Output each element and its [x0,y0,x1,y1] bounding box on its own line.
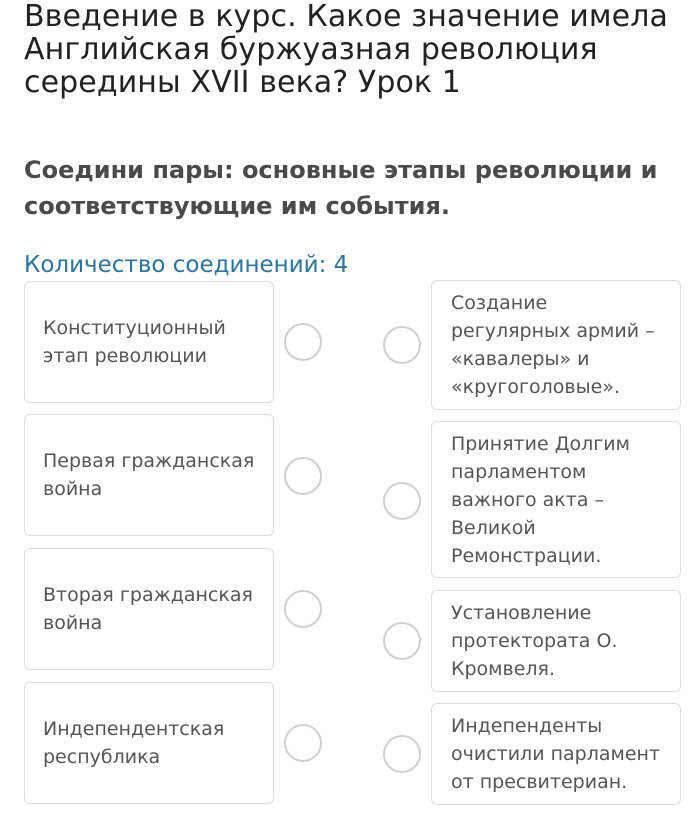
right-connector-radio-2[interactable] [383,482,421,520]
left-connector-radio-3[interactable] [284,590,322,628]
left-item-label: Индепендентская республика [43,718,225,768]
right-connector-radio-1[interactable] [383,326,421,364]
right-connector-radio-3[interactable] [383,622,421,660]
connections-count: Количество соединений: 4 [24,252,349,278]
right-item-4[interactable] [431,703,681,805]
left-item-2[interactable] [24,414,274,536]
left-connector-radio-1[interactable] [284,323,322,361]
page-title: Введение в курс. Какое значение имела Английская буржуазная революция середины XVII века? Урок 1 [24,0,668,100]
left-item-1[interactable] [24,281,274,403]
right-item-1[interactable] [431,280,681,410]
right-item-2[interactable] [431,421,681,578]
left-connector-radio-4[interactable] [284,724,322,762]
right-item-label: Установление протектората О. Кромвеля. [451,602,618,680]
right-item-3[interactable] [431,590,681,692]
right-item-label: Принятие Долгим парламентом важного акта – Великой Ремонстрации. [451,432,630,567]
left-item-label: Вторая гражданская война [43,584,253,634]
left-item-label: Первая гражданская война [43,450,255,500]
right-item-label: Создание регулярных армий – «кавалеры» и «кругоголовые». [451,292,655,398]
left-item-4[interactable] [24,682,274,804]
task-instruction: Соедини пары: основные этапы революции и соответствующие им события. [24,156,658,220]
left-connector-radio-2[interactable] [284,457,322,495]
right-connector-radio-4[interactable] [383,735,421,773]
left-item-3[interactable] [24,548,274,670]
right-item-label: Индепенденты очистили парламент от пресвитериан. [451,715,661,793]
left-item-label: Конституционный этап революции [43,317,226,367]
